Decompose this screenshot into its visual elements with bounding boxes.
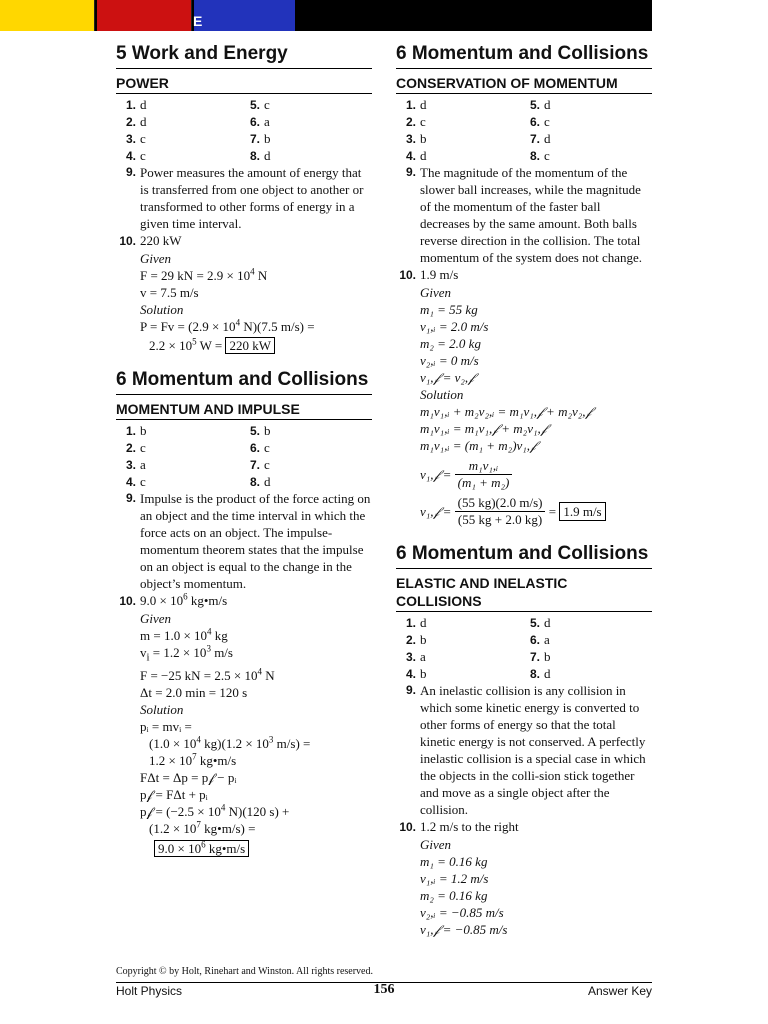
header-red-block [97, 0, 192, 31]
answer: c [264, 97, 270, 112]
fraction-equation: v₁,𝒻 = $\frac{(55 kg)(2.0 m/s)}{(55 kg + 2.0 kg)}$ = 1.9 m/s [396, 495, 652, 528]
q9-conservation: 9. The magnitude of the momentum of the slower ball increases, while the magnitude of the momentum of the faster ball decreases by the same amount. Both balls reverse direction in the collision. The total momentum of the system does not change. [405, 165, 643, 265]
chapter-title: 6 Momentum and Collisions [116, 368, 372, 395]
section-title: MOMENTUM AND IMPULSE [116, 400, 372, 420]
answer: d [420, 148, 427, 163]
mc-answers-impulse: 1. b 5. b 2. c 6. c 3. a 7. c 4. c 8. d [125, 423, 271, 489]
answer: c [140, 131, 146, 146]
section-title: POWER [116, 74, 372, 94]
q9-elastic: 9. An inelastic collision is any collision in which some kinetic energy is converted to other forms of energy so that the total kinetic energy is not conserved. A perfectly inelastic collision is a special case in which the objects in the colli-sion stick together and move as a single object after the collision. [405, 683, 646, 817]
boxed-answer: 1.9 m/s [559, 502, 605, 521]
answer: c [140, 474, 146, 489]
answer: a [420, 649, 426, 664]
answer: d [264, 148, 271, 163]
answer: b [420, 131, 427, 146]
boxed-answer: $9.0 \times 10^6$ kg•m/s [154, 840, 249, 857]
answer: c [264, 440, 270, 455]
mc-answers-elastic: 1. d 5. d 2. b 6. a 3. a 7. b 4. b 8. d [405, 615, 551, 681]
q10-conservation: 10. 1.9 m/s [399, 267, 459, 282]
answer: c [264, 457, 270, 472]
answer: d [264, 474, 271, 489]
answer: b [264, 131, 271, 146]
answer: d [420, 97, 427, 112]
fraction-equation: v₁,𝒻 = $\frac{\text{m₁v₁,ᵢ}}{\text{(m₁ + m₂)}}$ [396, 458, 652, 491]
header-text-fragment: E [193, 13, 205, 29]
footer-book-title: Holt Physics [116, 984, 183, 998]
boxed-answer: 220 kW [225, 337, 275, 354]
q10-power: 10. 220 kW [119, 233, 182, 248]
header-blue-block [194, 0, 295, 31]
answer: b [264, 423, 271, 438]
right-column: 6 Momentum and Collisions CONSERVATION OF MOMENTUM 1. d 5. d 2. c 6. c 3. b 7. d 4. d 8. c 9. The magnitude of the momentum of the slower ball increases, while the magnitude of the momentum of the faster ball decreases by the same amount. Both balls reverse direction in the collision. The total momentum of the system does not change. 10. 1.9 m/s Given m₁ = 55 kg v₁,ᵢ = 2.0 m/s m₂ = 2.0 kg v₂,ᵢ = 0 m/s v₁,𝒻 = v₂,𝒻 Solution m₁v₁,ᵢ + m₂v₂,ᵢ = m₁v₁,𝒻 + m₂v₂,𝒻 m₁v₁,ᵢ = m₁v₁,𝒻 + m₂v₁,𝒻 m₁v₁,ᵢ = (m₁ + m₂)v₁,𝒻 v₁,𝒻 = $\frac{\text{m₁v₁,ᵢ}}{\text{(m₁ + m₂)}}$ v₁,𝒻 = $\frac{(55 kg)(2.0 m/s)}{(55 kg + 2.0 kg)}$ = 1.9 m/s 6 Momentum and Collisions ELASTIC AND INELASTIC COLLISIONS 1. d 5. d 2. b 6. a 3. a 7. b 4. b 8. d 9. An inelastic collision is any collision in which some kinetic energy is converted to other forms of energy so that the total kinetic energy is not conserved. A perfectly inelastic collision is a special case in which the objects in the colli-sion stick together and move as a single object after the collision. 10. 1.2 m/s to the right Given m₁ = 0.16 kg v₁,ᵢ = 1.2 m/s m₂ = 0.16 kg v₂,ᵢ = −0.85 m/s v₁,𝒻 = −0.85 m/s [396, 42, 652, 938]
answer: a [544, 632, 550, 647]
q9-impulse: 9. Impulse is the product of the force acting on an object and the time interval in which the force acts on an object. The impulse-momentum theorem states that the impulse on an object is equal to the change in the object’s momentum. [125, 491, 371, 591]
page-number: 156 [373, 982, 395, 997]
answer: d [140, 97, 147, 112]
answer: b [420, 632, 427, 647]
answer: d [140, 114, 147, 129]
mc-answers-conservation: 1. d 5. d 2. c 6. c 3. b 7. d 4. d 8. c [405, 97, 551, 163]
footer-section-label: Answer Key [587, 984, 652, 998]
answer: d [544, 666, 551, 681]
section-title: ELASTIC AND INELASTIC COLLISIONS [396, 574, 652, 612]
q10-impulse: 10. $9.0 \times 10^6$ kg•m/s [119, 591, 228, 608]
chapter-title: 6 Momentum and Collisions [396, 542, 652, 569]
answer: d [544, 131, 551, 146]
answer: d [544, 615, 551, 630]
answer: b [140, 423, 147, 438]
answer: c [140, 148, 146, 163]
answer: a [264, 114, 270, 129]
answer: b [420, 666, 427, 681]
answer: b [544, 649, 551, 664]
section-title: CONSERVATION OF MOMENTUM [396, 74, 652, 94]
answer: c [544, 114, 550, 129]
answer: a [140, 457, 146, 472]
answer: c [140, 440, 146, 455]
mc-answers-power: 1. d 5. c 2. d 6. a 3. c 7. b 4. c 8. d [125, 97, 271, 163]
chapter-title: 5 Work and Energy [116, 42, 372, 69]
answer: c [544, 148, 550, 163]
chapter-title: 6 Momentum and Collisions [396, 42, 652, 69]
header-yellow-block [0, 0, 95, 31]
q9-power: 9. Power measures the amount of energy that is transferred from one object to another or transformed to other forms of energy in a given time interval. [125, 165, 364, 231]
answer: d [544, 97, 551, 112]
q10-elastic: 10. 1.2 m/s to the right [399, 819, 519, 834]
answer: c [420, 114, 426, 129]
header-bar [0, 0, 652, 31]
answer: d [420, 615, 427, 630]
copyright-text: Copyright © by Holt, Rinehart and Winston. All rights reserved. [116, 966, 373, 977]
left-column: 5 Work and Energy POWER 1. d 5. c 2. d 6. a 3. c 7. b 4. c 8. d 9. Power measures the amount of energy that is transferred from one object to another or transformed to other forms of energy in a given time interval. 10. 220 kW Given F = 29 kN = $2.9 \times 10^4$ N v = 7.5 m/s Solution $P = Fv = (2.9 \times 10^4$ N)(7.5 m/s) = $2.2 \times 10^5$ W = 220 kW 6 Momentum and Collisions MOMENTUM AND IMPULSE 1. b 5. b 2. c 6. c 3. a 7. c 4. c 8. d 9. Impulse is the product of the force acting on an object and the time interval in which the force acts on an object. The impulse-momentum theorem states that the impulse on an object is equal to the change in the object’s momentum. 10. $9.0 \times 10^6$ kg•m/s Given $m = 1.0 \times 10^4$ kg $v_i = 1.2 \times 10^3$ m/s F = −25 kN = $2.5 \times 10^4$ N Δt = 2.0 min = 120 s Solution pᵢ = mvᵢ = ($1.0 \times 10^4$ $kg)(1.2 \times 10^3$ m/s) = $1.2 \times 10^7$ kg•m/s FΔt = Δp = p𝒻 − pᵢ p𝒻 = FΔt + pᵢ p𝒻 = ($-2.5 \times 10^4$ N)(120 s) + ($1.2 \times 10^7$ kg•m/s) = $9.0 \times 10^6$ kg•m/s [116, 43, 371, 856]
